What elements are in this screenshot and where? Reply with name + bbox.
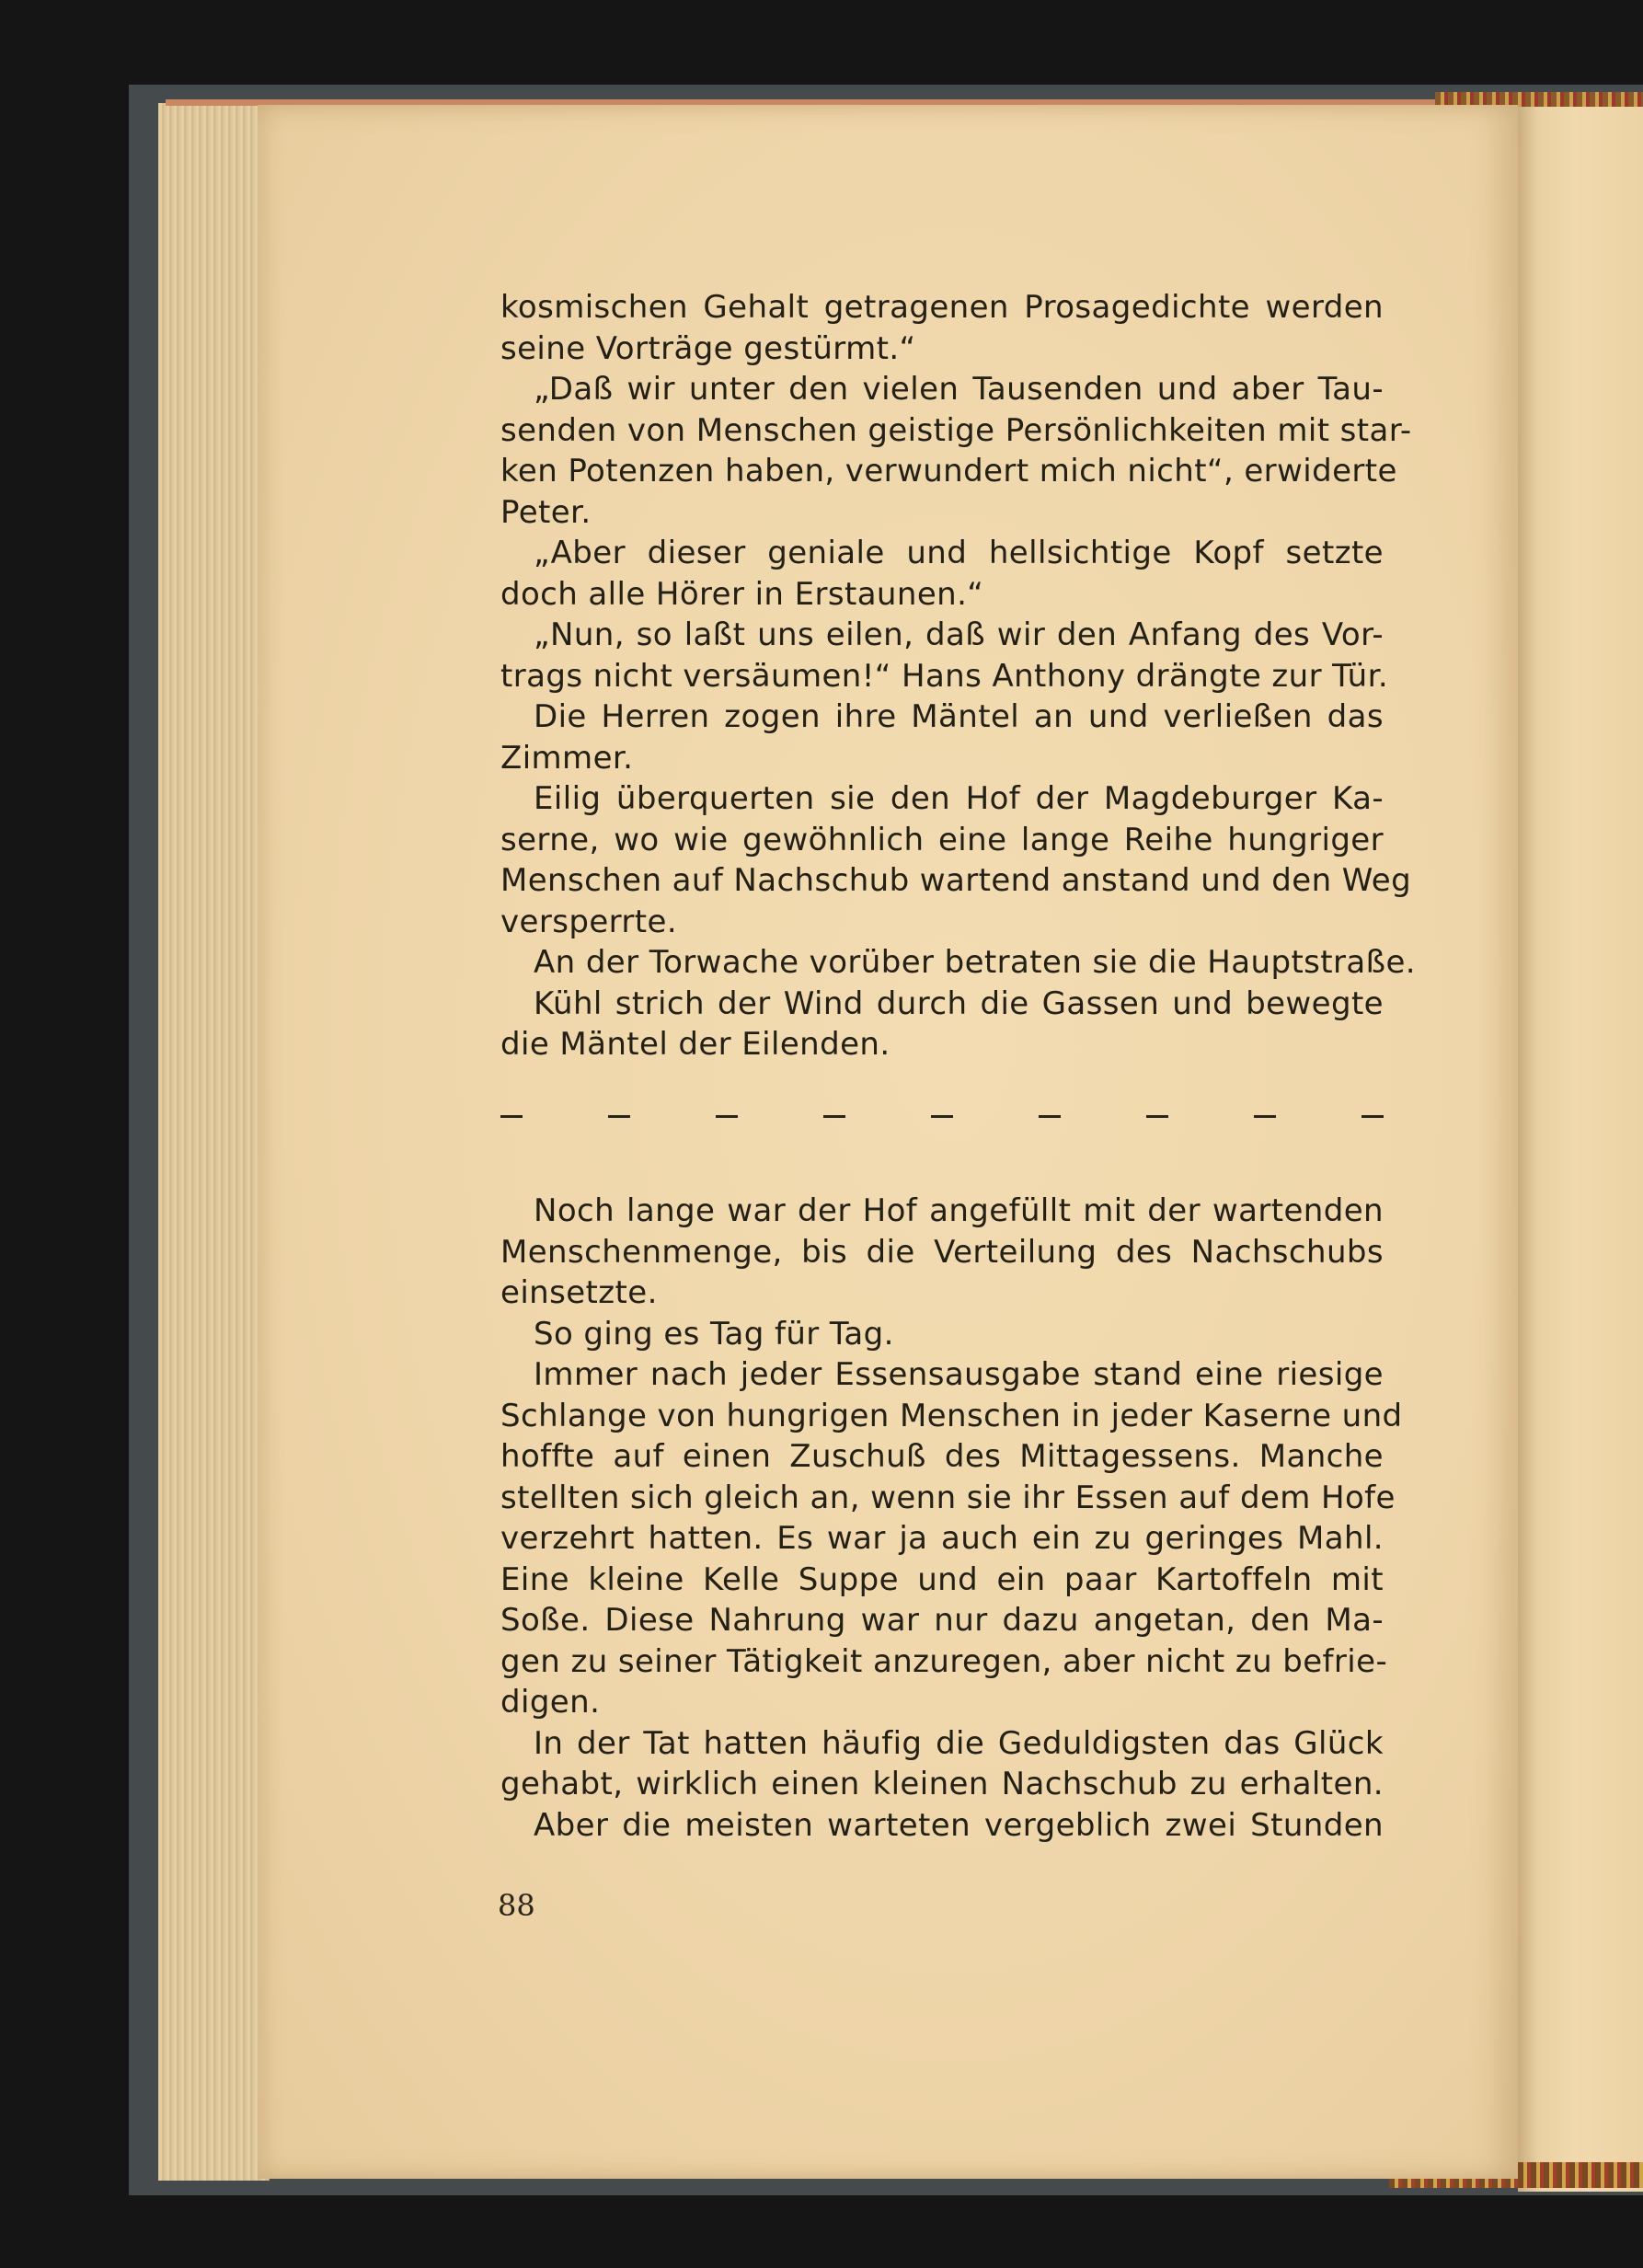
text-block-upper (500, 287, 1416, 1065)
page-stack-edge (158, 103, 270, 2181)
text-line: So ging es Tag für Tag. (534, 1315, 894, 1353)
page-number: 88 (498, 1888, 535, 1923)
text-line: gen zu seiner Tätigkeit anzuregen, aber nicht zu befrie- (500, 1642, 1388, 1680)
text-line: versperrte. (500, 903, 678, 940)
separator-dash (931, 1115, 953, 1118)
text-line: trags nicht versäumen!“ Hans Anthony drängte zur Tür. (500, 657, 1389, 695)
text-line: Immer nach jeder Essensausgabe stand eine riesige (534, 1356, 1384, 1393)
text-line: Eine kleine Kelle Suppe und ein paar Kartoffeln mit (500, 1560, 1384, 1598)
separator-dash (1039, 1115, 1061, 1118)
text-line: Schlange von hungrigen Menschen in jeder Kaserne und (500, 1397, 1403, 1434)
text-line: hoffte auf einen Zuschuß des Mittagessens. Manche (500, 1438, 1384, 1475)
text-line: An der Torwache vorüber betraten sie die Hauptstraße. (534, 944, 1416, 981)
text-line: digen. (500, 1684, 601, 1721)
separator-dash (500, 1115, 523, 1118)
facing-page-edge (1518, 103, 1643, 2192)
text-line: „Aber dieser geniale und hellsichtige Kopf setzte (534, 535, 1384, 571)
text-line: Peter. (500, 493, 592, 531)
text-line: die Mäntel der Eilenden. (500, 1026, 890, 1063)
text-line: Kühl strich der Wind durch die Gassen und bewegte (534, 984, 1384, 1022)
text-line: „Nun, so laßt uns eilen, daß wir den Anfang des Vor- (534, 616, 1384, 653)
page-text (500, 287, 1416, 1846)
text-line: „Daß wir unter den vielen Tausenden und aber Tau- (534, 371, 1384, 408)
separator-dash (1254, 1115, 1276, 1118)
text-line: Aber die meisten warteten vergeblich zwei Stunden (534, 1806, 1384, 1844)
text-line: In der Tat hatten häufig die Geduldigsten das Glück (534, 1724, 1384, 1762)
separator-dash (1146, 1115, 1168, 1118)
text-block-lower (500, 1191, 1403, 1846)
text-line: Die Herren zogen ihre Mäntel an und verließen das (534, 698, 1384, 735)
text-line: seine Vorträge gestürmt.“ (500, 329, 916, 367)
separator-dash (608, 1115, 630, 1118)
text-line: Menschenmenge, bis die Verteilung des Nachschubs (500, 1233, 1384, 1271)
text-line: Soße. Diese Nahrung war nur dazu angetan, den Ma- (500, 1602, 1384, 1639)
text-line: kosmischen Gehalt getragenen Prosagedichte werden (500, 289, 1384, 326)
text-line: stellten sich gleich an, wenn sie ihr Essen auf dem Hofe (500, 1479, 1396, 1516)
text-line: ken Potenzen haben, verwundert mich nicht“, erwiderte (500, 453, 1397, 489)
text-line: doch alle Hörer in Erstaunen.“ (500, 575, 984, 613)
text-line: senden von Menschen geistige Persönlichkeiten mit star- (500, 411, 1412, 449)
text-line: gehabt, wirklich einen kleinen Nachschub zu erhalten. (500, 1766, 1384, 1802)
text-line: verzehrt hatten. Es war ja auch ein zu geringes Mahl. (500, 1520, 1384, 1557)
text-line: Zimmer. (500, 739, 634, 777)
separator-dash (823, 1115, 845, 1118)
text-line: serne, wo wie gewöhnlich eine lange Reihe hungriger (500, 821, 1384, 858)
separator-dash (1362, 1115, 1384, 1118)
text-line: Menschen auf Nachschub wartend anstand und den Weg (500, 862, 1412, 899)
text-line: einsetzte. (500, 1274, 658, 1311)
section-separator (500, 1097, 1384, 1138)
text-line: Eilig überquerten sie den Hof der Magdeburger Ka- (534, 780, 1384, 817)
text-line: Noch lange war der Hof angefüllt mit der wartenden (534, 1192, 1384, 1229)
separator-dash (716, 1115, 738, 1118)
